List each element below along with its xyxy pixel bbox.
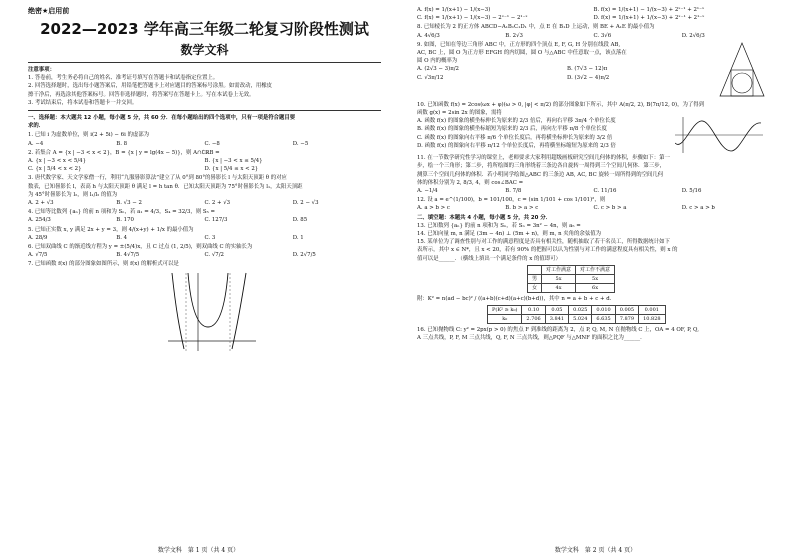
table-row (528, 283, 615, 292)
table-cell: 5x (576, 274, 615, 283)
table-cell: 10.828 (639, 315, 666, 324)
question-9-block (417, 40, 770, 100)
triangle-abc (720, 43, 764, 96)
options-3 (28, 199, 381, 207)
satisfaction-table (527, 265, 615, 293)
table-cell: P(K² ≥ k₀) (488, 306, 522, 315)
critical-value-table (487, 305, 666, 324)
option: A. {x | −3 < x < 5/4} (28, 158, 87, 165)
option: D. c > a > b (681, 205, 715, 212)
option: C. √7/2 (204, 252, 224, 259)
exam-title: 2022—2023 学年高三年级二轮复习阶段性测试 (40, 20, 369, 38)
option: B. 4 (116, 234, 128, 241)
question-9-line: 圆 O 内的概率为 (417, 58, 458, 65)
note-line: 1. 答卷前，考生务必将自己的姓名、准考证号填写在答题卡和试卷指定位置上。 (28, 75, 219, 82)
option: B. 2√3 (505, 32, 523, 39)
option: A. 4√6/3 (417, 32, 440, 39)
options-11 (417, 187, 770, 195)
option: A. 函数 f(x) 的图象的横坐标伸长为原来的 2/3 倍后，再向右平移 3π/4 个单位长度 (417, 118, 616, 125)
circle-o (732, 73, 752, 93)
option: D. 5/16 (681, 188, 702, 195)
option: B. √3 − 2 (116, 200, 142, 207)
option: C. c > b > a (593, 205, 627, 212)
question-7: 7. 已知函数 f(x) 的部分图象如图所示，则 f(x) 的解析式可以是 (28, 261, 179, 268)
confidential-label: 绝密★启用前 (28, 7, 70, 15)
page-footer: 数学文科 第 2 页（共 4 页） (554, 547, 637, 554)
table-cell: 0.001 (639, 306, 666, 315)
divider (28, 62, 381, 63)
cosine-curve (675, 121, 761, 151)
question-3-line: 数表，已知晷影长 l，表高 h 与太阳天顶距 θ 满足 l = h tan θ．已知太阳天顶距为 75°时晷影长为 l₁，太阳天顶距 (28, 183, 303, 190)
option: B. b > a > c (505, 205, 539, 212)
table-cell: 5x (542, 274, 576, 283)
table-cell: 0.010 (592, 306, 615, 315)
options-2b (28, 165, 381, 173)
option: B. 函数 f(x) 的图象的横坐标缩短为原来的 2/3 后，再向左平移 π/8 个单位长度 (417, 126, 607, 133)
option: A. (2√3 − 3)π/2 (417, 66, 459, 73)
option: B. 4√7/5 (116, 252, 140, 259)
question-12: 12. 设 a = e^(1/100)，b = 101/100，c = (sin 1/101 + cos 1/101)²，则 (417, 197, 606, 204)
option: C. 127/3 (204, 217, 228, 224)
table-cell: 0.10 (522, 306, 545, 315)
option: D. 函数 f(x) 的图象向右平移 π/12 个单位长度后，再将横坐标缩短为原来的 2/3 倍 (417, 142, 616, 149)
table-row (488, 315, 666, 324)
section-heading-cont: 求的． (28, 123, 45, 130)
table-cell (528, 265, 542, 274)
options-8 (417, 32, 770, 40)
option: D. (3√2 − 4)π/2 (567, 74, 610, 81)
option: C. −8 (204, 140, 220, 147)
option: C. f(x) = 1/(x+1) − 1/(x−3) − 2ˣ⁻¹ − 2¹⁻ˣ (417, 15, 528, 22)
option: A. −1/4 (417, 188, 438, 195)
question-11-line: 测算三个空间几何体的体积．若小明同学绘图△ABC 的三条边 AB, AC, BC 旋转一周所得到的空间几何 (417, 171, 664, 178)
option: A. 28/9 (28, 234, 48, 241)
option: D. f(x) = 1/(x+1) + 1/(x−3) + 2ˣ⁻¹ + 2¹⁻ˣ (593, 15, 705, 22)
table-cell: 女 (528, 283, 542, 292)
option: C. 2 + √3 (204, 200, 231, 207)
divider (28, 110, 381, 111)
table-cell: 男 (528, 274, 542, 283)
table-cell: 对工作满意 (542, 265, 576, 274)
table-cell: 6.635 (592, 315, 615, 324)
options-12 (417, 204, 770, 212)
section-heading: 二、填空题：本题共 4 小题，每小题 5 分，共 20 分． (417, 214, 552, 221)
note-line: 2. 回答选择题时，选出每小题答案后，用铅笔把答题卡上对应题目的答案标号涂黑。如需改动，用橡皮 (28, 83, 273, 90)
question-13: 13. 已知数列 {aₙ} 的前 n 项和为 Sₙ，若 Sₙ = 3n² − 4n，则 a₅ = (417, 222, 581, 229)
question-8: 8. 已知棱长为 2 的正方体 ABCD−A₁B₁C₁D₁ 中，点 E 在 B₁D 上运动，则 BE + A₁E 的最小值为 (417, 24, 655, 31)
option: D. 2√6/3 (681, 32, 705, 39)
option: C. 3 (204, 234, 216, 241)
question-11-line: 11. 在一节数学研究性学习的课堂上，老师要求大家利用超级画板研究空间几何体的体积，步骤如下：第一 (417, 155, 670, 162)
question-6: 6. 已知双曲线 C 的渐近线方程为 y = ±(5/4)x，且 C 过点 (1, 2/5)，则双曲线 C 的实轴长为 (28, 244, 253, 251)
note-line: 3. 考试结束后，将本试卷和答题卡一并交回。 (28, 99, 138, 106)
option: B. (7√3 − 12)π (567, 66, 608, 73)
notes-heading: 注意事项： (28, 67, 55, 73)
question-14: 14. 已知向量 m, n 满足 (3m − 4n) ⊥ (5m + n)，则 m, n 夹角的余弦值为 (417, 231, 601, 238)
table-cell: k₀ (488, 315, 522, 324)
options-4 (28, 216, 381, 224)
option: B. f(x) = 1/(x+1) − 1/(x−3) + 2ˣ⁻¹ + 2¹⁻ˣ (593, 7, 705, 13)
question-10-line: 10. 已知函数 f(x) = 2cos(ωx + φ)(ω > 0, |φ| < π/2) 的部分图象如下所示，其中 A(π/2, 2), B(7π/12, 0)，为了得到 (417, 101, 705, 108)
table-cell: 5.024 (569, 315, 592, 324)
note-line: 擦干净后，再选涂其他答案标号。回答非选择题时，将答案写在答题卡上。写在本试卷上无效。 (28, 91, 255, 98)
table-row (528, 274, 615, 283)
option: A. a > b > c (417, 205, 450, 212)
options-7 (417, 6, 770, 14)
curve-right (232, 273, 246, 349)
question-10-line: 函数 g(x) = 2sin 2x 的图象，需将 (417, 110, 502, 117)
cosine-graph (675, 117, 765, 153)
option: C. √3π/12 (417, 74, 444, 81)
question-11-line: 步，绘一个三角形；第二步，将所绘图的三角形绕着三条边各自旋转一周得到三个空间几何体．第三步， (417, 163, 665, 170)
options-1 (28, 140, 381, 148)
table-cell: 0.005 (615, 306, 638, 315)
question-15-line: 15. 某单位为了调查性别与对工作的满意程度是否具有相关性，随机抽取了若干名员工，所得数据统计如下 (417, 239, 670, 246)
function-graph-figure (168, 271, 381, 357)
options-7b (417, 14, 770, 22)
question-1: 1. 已知 i 为虚数单位，则 i(2 + 5i) − 6i 的虚部为 (28, 132, 150, 139)
option: D. 85 (292, 217, 308, 224)
option: B. {x | −3 < x ≤ 5/4} (204, 158, 263, 165)
question-16-line: 16. 已知抛物线 C: y² = 2px(p > 0) 的焦点 F 到准线的距离为 2，点 P, Q, M, N 在抛物线 C 上，OA = 4 OF, P, Q, (417, 327, 699, 334)
question-9-line: AC, BC 上，圆 O 为正方形 EFGH 的内切圆，圆 O 与△ABC 中任意取一点，该点落在 (417, 50, 627, 57)
table-cell: 3.841 (545, 315, 568, 324)
options-5 (28, 234, 381, 242)
question-16-line: A 三点共线，P, F, M 三点共线，Q, F, N 三点共线，则△PQF 与△MNF 的面积之比为______． (417, 335, 646, 342)
section-heading: 一、选择题：本大题共 12 小题，每小题 5 分，共 60 分．在每小题给出的四个选项中，只有一项是符合题目要 (28, 115, 296, 122)
table-cell: 2.706 (522, 315, 545, 324)
option: A. f(x) = 1/(x+1) − 1/(x−3) (417, 7, 491, 13)
table-cell: 对工作不满意 (576, 265, 615, 274)
option: B. 7/8 (505, 188, 522, 195)
options-9b (417, 74, 717, 82)
question-10-options (417, 117, 675, 153)
table-cell: 6x (576, 283, 615, 292)
option: A. 254/3 (28, 217, 51, 224)
option: D. {x | 5/4 ≤ x < 2} (204, 166, 259, 173)
function-graph (168, 271, 258, 353)
question-15-line: 值可以是______．（横线上填出一个满足条件的 x 的值即可） (417, 255, 561, 262)
options-6 (28, 251, 381, 259)
curve-left (172, 273, 184, 349)
option: C. 11/16 (593, 188, 617, 195)
question-10-block (417, 117, 770, 153)
triangle-square-circle-figure (717, 40, 767, 100)
option: C. 函数 f(x) 的图象向右平移 π/6 个单位长度后，再将横坐标伸长为原来的 3/2 倍 (417, 134, 613, 141)
exam-subtitle: 数学文科 (180, 43, 229, 57)
question-4: 4. 已知等比数列 {aₙ} 的前 n 项和为 Sₙ，若 a₁ = 4/3，S₄ = 32/3，则 S₅ = (28, 209, 215, 216)
table-cell: 0.025 (569, 306, 592, 315)
question-9-line: 9. 如图，已知在等边三角形 ABC 中，正方形的四个顶点 E, F, G, H 分别在线段 AB, (417, 41, 621, 48)
table-cell: 0.05 (545, 306, 568, 315)
question-11-line: 体的体积分别为 2, 8/3, 4，则 cos∠BAC = (417, 179, 524, 186)
curve-middle (188, 273, 228, 327)
k2-formula: 附：K² = n(ad − bc)² / ((a+b)(c+d)(a+c)(b+d))，其中 n = a + b + c + d． (417, 295, 616, 302)
question-3-line: 3. 唐代数学家、天文学家僧一行，利用“九服晷影算法”建立了从 0°到 80°的晷影长 l 与太阳天顶距 θ 的对应 (28, 175, 287, 182)
square-efgh (731, 70, 753, 96)
table-cell: 4x (542, 283, 576, 292)
page-footer: 数学文科 第 1 页（共 4 页） (157, 547, 240, 554)
option: C. {x | 5/4 < x < 2} (28, 166, 82, 173)
page-2 (397, 0, 794, 560)
table-cell: 7.879 (615, 315, 638, 324)
options-9 (417, 65, 717, 73)
question-5: 5. 已知正实数 x, y 满足 2x + y = 3，则 4/(x+y) + 1/x 的最小值为 (28, 226, 194, 233)
options-2 (28, 157, 381, 165)
question-3-line: 为 45°时晷影长为 l₂，则 l₁/l₂ 的值为 (28, 191, 118, 198)
option: D. −5 (292, 140, 309, 147)
question-9-text (417, 40, 717, 100)
option: D. 1 (292, 234, 304, 241)
option: B. 170 (116, 217, 134, 224)
question-15-line: 表所示，其中 x ∈ N*，且 x < 20，若有 90% 的把握可以认为性别与对工作的满意程度具有相关性，则 x 的 (417, 247, 678, 254)
table-header-row (528, 265, 615, 274)
question-2: 2. 若集合 A = {x | −3 < x < 2}，B = {x | y = lg(4x − 5)}，则 A∩∁ℝB = (28, 149, 220, 156)
option: A. 2 + √3 (28, 200, 54, 207)
option: A. √7/5 (28, 252, 48, 259)
table-header-row (488, 306, 666, 315)
option: D. 2 − √3 (292, 200, 319, 207)
option: A. −4 (28, 140, 44, 147)
option: C. 3√6 (593, 32, 612, 39)
option: B. 8 (116, 140, 128, 147)
option: D. 2√7/5 (292, 252, 316, 259)
